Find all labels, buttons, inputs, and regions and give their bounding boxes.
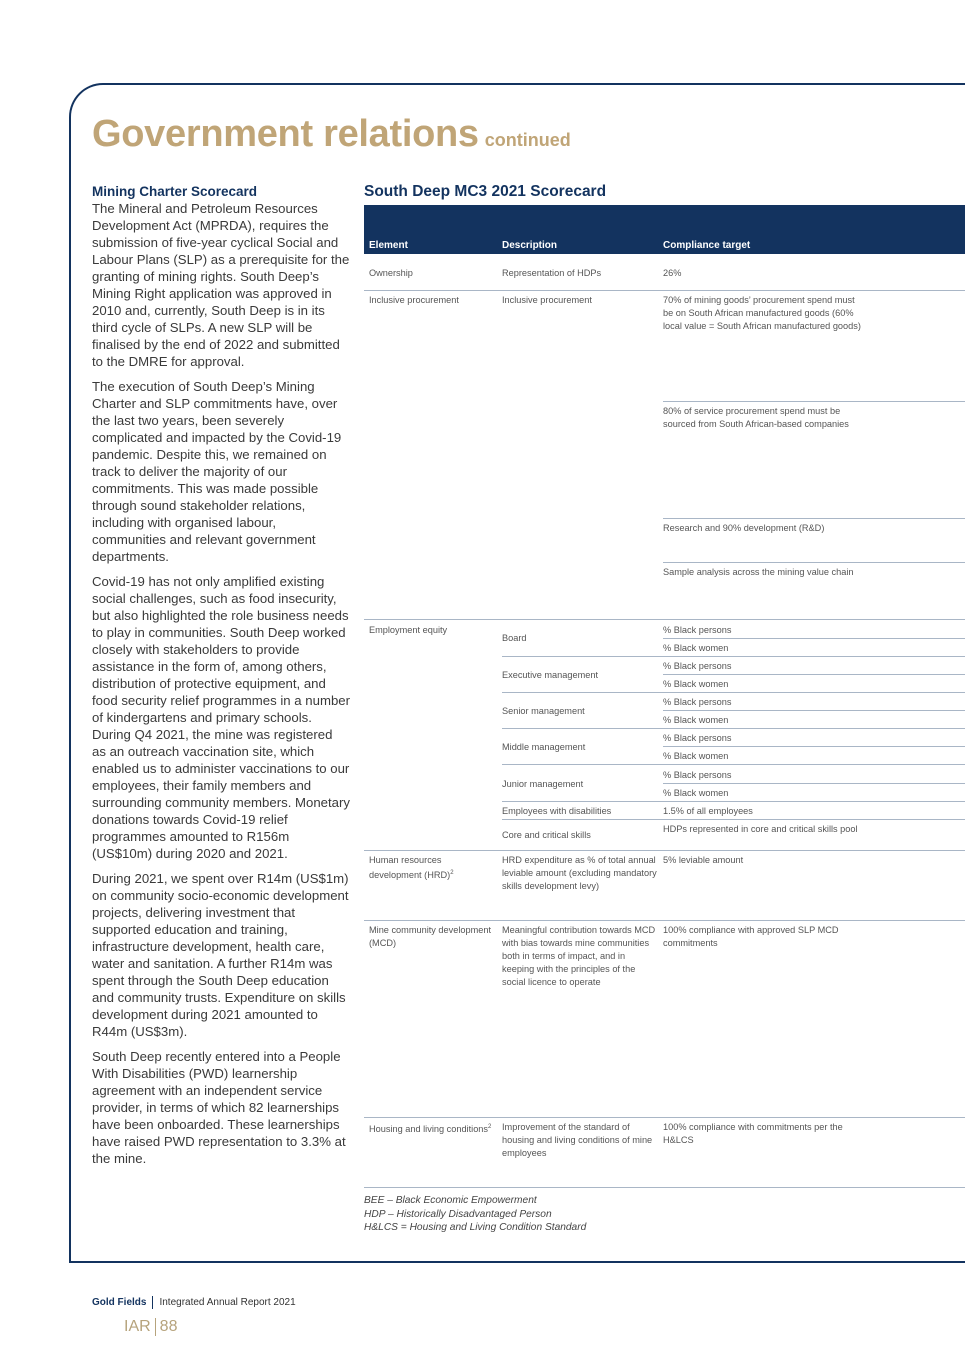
row-divider [502, 819, 965, 820]
target-disabilities: 1.5% of all employees [663, 806, 753, 816]
group-middle-management: Middle management [502, 742, 586, 752]
target-black-persons: % Black persons [663, 770, 732, 780]
row-divider [502, 728, 965, 729]
row-divider [663, 674, 965, 675]
header-description: Description [502, 240, 558, 251]
row-divider [502, 656, 965, 657]
page-number-value: 88 [159, 1318, 178, 1336]
row-divider [663, 746, 965, 747]
description-disabilities: Employees with disabilities [502, 806, 612, 816]
target-black-persons: % Black persons [663, 661, 732, 671]
row-divider [502, 764, 965, 765]
footnote: H&LCS = Housing and Living Condition Standard [364, 1222, 587, 1233]
element-hrd-text: Human resources development (HRD) [369, 855, 451, 881]
group-executive-management: Executive management [502, 670, 599, 680]
element-housing [369, 1121, 494, 1136]
group-board: Board [502, 633, 527, 643]
paragraph: The Mineral and Petroleum Resources Development Act (MPRDA), requires the submission of five-year cyclical Social and Labour Plans (SLP) as a prerequisite for the granting of mining rights. South Deep’s Mining Right application was approved in 2010 and, currently, South Deep is in its third cycle of SLPs. A new SLP will be finalised by the end of 2022 and submitted to the DMRE for approval. [92, 201, 350, 369]
target-hrd: 5% leviable amount [663, 855, 744, 865]
row-divider [364, 1117, 965, 1118]
section-heading: Mining Charter Scorecard [92, 184, 258, 199]
page-footer [92, 1296, 296, 1309]
footnote: HDP – Historically Disadvantaged Person [364, 1208, 552, 1220]
header-target: Compliance target [663, 240, 751, 251]
footnote-ref: 2 [450, 870, 454, 876]
paragraph: Covid-19 has not only amplified existing social challenges, such as food insecurity, but also highlighted the role business needs to play in communities. South Deep worked closely with stakeholders to provide assistance in the form of, among others, distribution of protective equipment, and food security relief programmes in a number of kindergartens and primary schools. During Q4 2021, the mine was registered as an outreach vaccination site, which enabled us to administer vaccinations to our employees, their family members and surrounding community members. Monetary donations towards Covid-19 relief programmes amounted to R156m (US$10m) during 2020 and 2021. [92, 574, 350, 861]
row-divider [364, 850, 965, 851]
element-ownership: Ownership [369, 268, 413, 278]
target-procurement-sample: Sample analysis across the mining value chain [663, 567, 854, 577]
element-mcd: Mine community development (MCD) [369, 925, 492, 948]
target-ownership: 26% [663, 268, 682, 278]
row-divider [663, 518, 965, 519]
page-number [124, 1318, 177, 1336]
target-core-skills: HDPs represented in core and critical skills pool [663, 824, 858, 834]
description-housing: Improvement of the standard of housing and living conditions of mine employees [502, 1122, 653, 1158]
target-black-persons: % Black persons [663, 733, 732, 743]
row-divider [663, 783, 965, 784]
row-divider [663, 710, 965, 711]
description-procurement: Inclusive procurement [502, 295, 592, 305]
element-procurement: Inclusive procurement [369, 295, 459, 305]
target-procurement-services: 80% of service procurement spend must be sourced from South African-based companies [663, 406, 849, 429]
element-hrd [369, 854, 494, 882]
description-hrd: HRD expenditure as % of total annual leviable amount (excluding mandatory skills development levy) [502, 855, 657, 891]
header-element: Element [369, 240, 408, 251]
target-black-women: % Black women [663, 679, 729, 689]
target-procurement-rnd: Research and 90% development (R&D) [663, 523, 825, 533]
footer-report-name: Integrated Annual Report 2021 [159, 1297, 296, 1309]
paragraph: The execution of South Deep’s Mining Charter and SLP commitments have, over the last two years, been severely complicated and impacted by the Covid-19 pandemic. Despite this, we remained on track to deliver the majority of our commitments. This was made possible through sound stakeholder relations, including with organised labour, communities and relevant government departments. [92, 379, 342, 564]
row-divider [364, 920, 965, 921]
row-divider [502, 692, 965, 693]
page-title [92, 113, 571, 156]
row-divider [364, 619, 965, 620]
table-header [364, 205, 965, 254]
element-employment-equity: Employment equity [369, 625, 448, 635]
description-ownership: Representation of HDPs [502, 268, 602, 278]
row-divider [663, 401, 965, 402]
target-black-persons: % Black persons [663, 697, 732, 707]
footer-brand: Gold Fields [92, 1297, 147, 1309]
left-column [92, 183, 350, 1175]
page-number-divider [155, 1318, 156, 1336]
table-footnotes [364, 1194, 586, 1235]
paragraph: South Deep recently entered into a People With Disabilities (PWD) learnership agreement with an independent service provider, in terms of which 82 learnerships have been onboarded. These learnerships have raised PWD representation to 3.3% at the mine. [92, 1049, 346, 1166]
target-black-women: % Black women [663, 751, 729, 761]
group-senior-management: Senior management [502, 706, 585, 716]
target-procurement-goods: 70% of mining goods’ procurement spend must be on South African manufactured goods (60% local value = South African manufactured goods) [663, 295, 861, 331]
page-section: IAR [124, 1318, 151, 1336]
target-black-women: % Black women [663, 715, 729, 725]
row-divider [663, 638, 965, 639]
footer-divider [152, 1296, 153, 1309]
target-black-persons: % Black persons [663, 625, 732, 635]
paragraph: During 2021, we spent over R14m (US$1m) on community socio-economic development projects, delivering investment that supported education and training, infrastructure development, health care, water and sanitation. A further R14m was spent through the South Deep education and community trusts. Expenditure on skills development during 2021 amounted to R44m (US$3m). [92, 871, 349, 1039]
element-housing-text: Housing and living conditions [369, 1124, 489, 1135]
target-housing: 100% compliance with commitments per the H&LCS [663, 1122, 843, 1145]
footnote-ref: 2 [488, 1124, 492, 1130]
target-black-women: % Black women [663, 643, 729, 653]
page-title-main: Government relations [92, 113, 479, 155]
target-mcd: 100% compliance with approved SLP MCD commitments [663, 925, 839, 948]
row-divider [364, 1187, 965, 1188]
row-divider [663, 562, 965, 563]
footnote: BEE – Black Economic Empowerment [364, 1195, 537, 1206]
target-black-women: % Black women [663, 788, 729, 798]
page-title-suffix: continued [484, 130, 571, 150]
group-junior-management: Junior management [502, 779, 584, 789]
description-mcd: Meaningful contribution towards MCD with bias towards mine communities both in terms of impact, and in keeping with the principles of the social licence to operate [502, 925, 656, 987]
row-divider [502, 801, 965, 802]
description-core-skills: Core and critical skills [502, 830, 591, 840]
row-divider [364, 290, 965, 291]
scorecard-title: South Deep MC3 2021 Scorecard [364, 183, 607, 200]
